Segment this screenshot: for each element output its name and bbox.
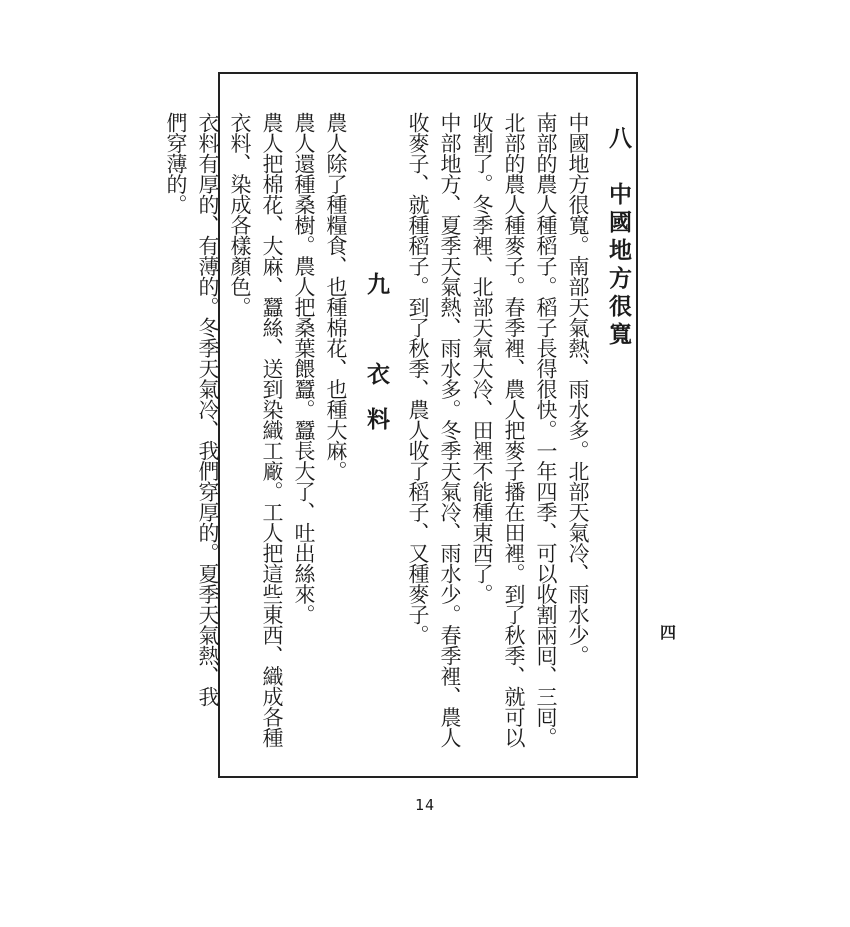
lesson-9-line-3: 農人把棉花、大麻、蠶絲、送到染織工廠。工人把這些東西、織成各種 bbox=[260, 112, 284, 748]
lesson-8-title: 八 中國地方很寬 bbox=[605, 126, 632, 350]
lesson-8-line-5: 中部地方、夏季天氣熱、雨水多。冬季天氣冷、雨水少。春季裡、農人 bbox=[438, 112, 462, 748]
lesson-9-line-6: 們穿薄的。 bbox=[164, 112, 188, 215]
lesson-9-line-4: 衣料、染成各樣顏色。 bbox=[228, 112, 252, 317]
margin-leaf-number: 四 bbox=[660, 623, 677, 642]
lesson-8-line-3: 北部的農人種麥子。春季裡、農人把麥子播在田裡。到了秋季、就可以 bbox=[502, 112, 526, 748]
lesson-8-line-4: 收割了。冬季裡、北部天氣大冷、田裡不能種東西了。 bbox=[470, 112, 494, 604]
lesson-9-line-2: 農人還種桑樹。農人把桑葉餵蠶。蠶長大了、吐出絲來。 bbox=[292, 112, 316, 625]
vertical-text-body bbox=[160, 112, 634, 767]
lesson-9-title: 九 衣料 bbox=[363, 272, 390, 452]
lesson-9-line-1: 農人除了種糧食、也種棉花、也種大麻。 bbox=[324, 112, 348, 481]
page-number: 14 bbox=[414, 796, 436, 814]
lesson-8-line-2: 南部的農人種稻子。稻子長得很快。一年四季、可以收割兩囘、三囘。 bbox=[534, 112, 558, 748]
lesson-8-line-1: 中國地方很寬。南部天氣熱、雨水多。北部天氣冷、雨水少。 bbox=[566, 112, 590, 666]
lesson-8-line-6: 收麥子、就種稻子。到了秋季、農人收了稻子、又種麥子。 bbox=[406, 112, 430, 645]
lesson-9-line-5: 衣料有厚的、有薄的。冬季天氣冷、我們穿厚的。夏季天氣熱、我 bbox=[196, 112, 220, 707]
